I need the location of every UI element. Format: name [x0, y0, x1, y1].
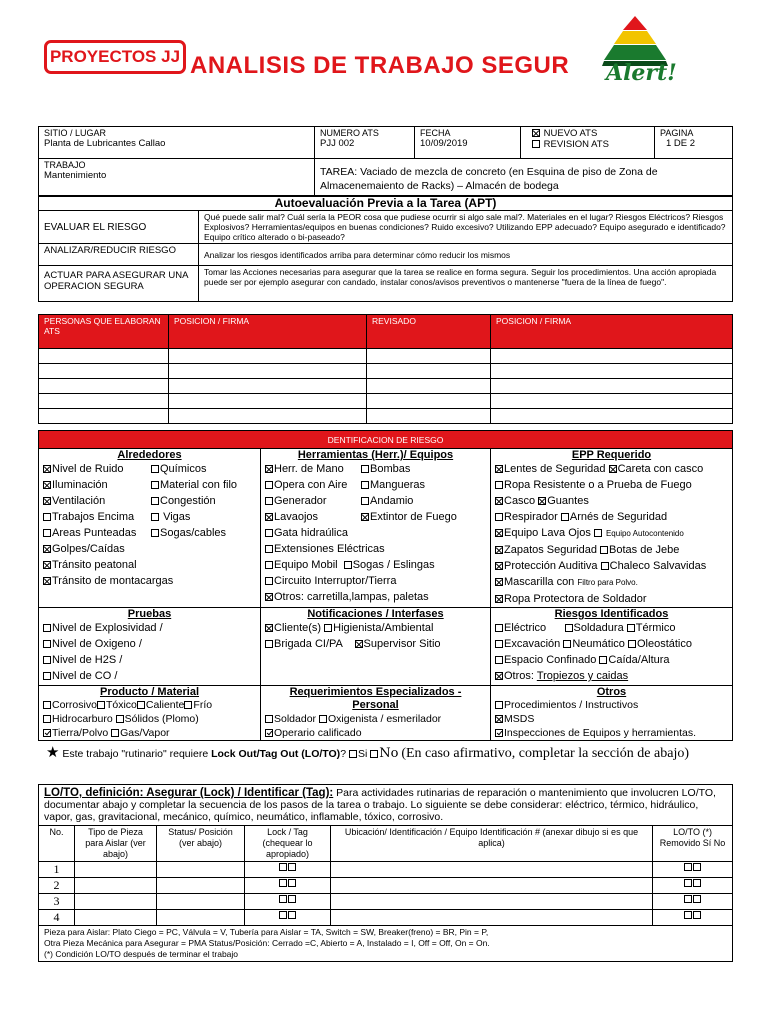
no-checkbox[interactable] — [370, 750, 378, 758]
herramientas-item[interactable]: Extensiones Eléctricas — [265, 541, 486, 557]
persona-cell[interactable] — [39, 364, 169, 379]
personas-col-header: POSICION / FIRMA — [169, 315, 367, 349]
otros-item[interactable]: MSDS — [495, 712, 728, 726]
nuevo-ats-checkbox[interactable] — [532, 129, 540, 137]
table-row — [39, 394, 733, 409]
table-row — [39, 409, 733, 424]
producto-item[interactable]: Corrosivo Tóxico Caliente Frío — [43, 698, 256, 712]
alrededores-item[interactable]: Químicos — [151, 461, 237, 477]
apt-row-text: Qué puede salir mal? Cuál sería la PEOR cosa que pudiese ocurrir si algo sale mal?. Materiales en el lugar? Riesgos Eléctricos? Riesgos Explosivos? Herramientas/equipos en buenas condiciones? Ruido excesivo? Utilizando EPP adecuado? Equipo asegurado e identificado? Equipo crítico alterado o bi-paseado? — [199, 211, 733, 244]
alert-logo-text: Alert! — [606, 60, 677, 86]
firma-cell[interactable] — [491, 349, 733, 364]
herramientas-item[interactable]: Generador — [265, 493, 361, 509]
persona-cell[interactable] — [39, 349, 169, 364]
table-row: 3 — [39, 894, 733, 910]
pruebas-item[interactable]: Nivel de Oxigeno / — [43, 636, 256, 652]
herramientas-item[interactable]: Extintor de Fuego — [361, 509, 457, 525]
herramientas-item[interactable]: Herr. de Mano — [265, 461, 361, 477]
table-row — [39, 349, 733, 364]
herramientas-item[interactable]: Equipo Mobil Sogas / Eslingas — [265, 557, 486, 573]
pagina-label: PAGINA — [660, 128, 694, 138]
epp-item[interactable]: Ropa Resistente o a Prueba de Fuego — [495, 477, 728, 493]
alrededores-item[interactable]: Congestión — [151, 493, 237, 509]
pruebas-item[interactable]: Nivel de H2S / — [43, 652, 256, 668]
notificaciones-title: Notificaciones / Interfases — [307, 608, 444, 620]
alrededores-item[interactable]: Trabajos Encima — [43, 509, 151, 525]
riesgo-header: DENTIFICACION DE RIESGO — [39, 431, 733, 449]
alrededores-item[interactable]: Ventilación — [43, 493, 151, 509]
personas-table — [38, 314, 733, 424]
numero-label: NUMERO ATS — [320, 128, 379, 138]
epp-item[interactable]: Protección Auditiva Chaleco Salvavidas — [495, 558, 728, 574]
pruebas-item[interactable]: Nivel de Explosividad / — [43, 620, 256, 636]
persona-cell[interactable] — [39, 394, 169, 409]
herramientas-item[interactable]: Otros: carretilla,lampas, paletas — [265, 589, 486, 605]
loto-col-header: Tipo de Pieza para Aislar (ver abajo) — [75, 826, 157, 862]
firma-cell[interactable] — [491, 379, 733, 394]
loto-col-header: Lock / Tag (chequear lo apropiado) — [245, 826, 331, 862]
fecha-value: 10/09/2019 — [420, 138, 468, 149]
riesgo-table — [38, 430, 733, 741]
herramientas-item[interactable]: Gata hidraúlica — [265, 525, 486, 541]
otros-item[interactable]: Inspecciones de Equipos y herramientas. — [495, 726, 728, 740]
personas-col-header: POSICION / FIRMA — [491, 315, 733, 349]
loto-footnote: (*) Condición LO/TO después de terminar el trabajo — [44, 949, 239, 959]
loto-col-header: LO/TO (*) Removido Sí No — [653, 826, 733, 862]
apt-table — [38, 195, 733, 302]
firma-cell[interactable] — [169, 364, 367, 379]
alrededores-item[interactable]: Material con filo — [151, 477, 237, 493]
sitio-label: SITIO / LUGAR — [44, 128, 107, 138]
epp-item[interactable]: Mascarilla con Filtro para Polvo. — [495, 574, 728, 591]
herramientas-item[interactable]: Andamio — [361, 493, 457, 509]
apt-row-label: EVALUAR EL RIESGO — [39, 211, 199, 244]
revisado-cell[interactable] — [367, 349, 491, 364]
star-icon: ★ — [46, 744, 60, 761]
loto-footnote: Pieza para Aislar: Plato Ciego = PC, Válvula = V, Tubería para Aislar = TA, Switch = SW, Breaker(freno) = BR, Pin = P, — [44, 927, 489, 937]
firma-cell[interactable] — [169, 394, 367, 409]
trabajo-label: TRABAJO — [44, 160, 86, 170]
riesgos-item[interactable]: Espacio Confinado Caída/Altura — [495, 652, 728, 668]
firma-cell[interactable] — [491, 364, 733, 379]
info-table — [38, 126, 733, 197]
page-title: ANALISIS DE TRABAJO SEGUR — [190, 52, 570, 79]
personas-col-header: PERSONAS QUE ELABORAN ATS — [39, 315, 169, 349]
epp-item[interactable]: Equipo Lava Ojos Equipo Autocontenido — [495, 525, 728, 542]
revisado-cell[interactable] — [367, 364, 491, 379]
firma-cell[interactable] — [169, 379, 367, 394]
loto-col-header: Ubicación/ Identificación / Equipo Identificación # (anexar dibujo si es que aplica) — [331, 826, 653, 862]
epp-item[interactable]: Ropa Protectora de Soldador — [495, 591, 728, 607]
herramientas-item[interactable]: Bombas — [361, 461, 457, 477]
firma-cell[interactable] — [491, 394, 733, 409]
herramientas-item[interactable]: Mangueras — [361, 477, 457, 493]
nuevo-ats-label: NUEVO ATS — [543, 128, 598, 139]
herramientas-item[interactable]: Opera con Aire — [265, 477, 361, 493]
riesgos-item[interactable]: Otros: Tropiezos y caidas — [495, 668, 728, 684]
epp-item[interactable]: Casco Guantes — [495, 493, 728, 509]
requerimientos-item[interactable]: Soldador Oxigenista / esmerilador — [265, 712, 486, 726]
si-checkbox[interactable] — [349, 750, 357, 758]
riesgos-item[interactable]: Eléctrico Soldadura Térmico — [495, 620, 728, 636]
tarea-label: TAREA: — [320, 166, 358, 178]
riesgos-identificados-title: Riesgos Identificados — [554, 608, 669, 620]
alrededores-item[interactable]: Tránsito peatonal — [43, 557, 256, 573]
pruebas-title: Pruebas — [127, 608, 172, 620]
producto-item[interactable]: Tierra/Polvo Gas/Vapor — [43, 726, 256, 740]
table-row — [39, 379, 733, 394]
revision-ats-checkbox[interactable] — [532, 140, 540, 148]
firma-cell[interactable] — [169, 349, 367, 364]
tarea-value: Vaciado de mezcla de concreto (en Esquina de piso de Zona de Almacenemaiento de Racks) – Almacén de bodega — [320, 166, 658, 192]
loto-col-header: Status/ Posición (ver abajo) — [157, 826, 245, 862]
epp-item[interactable]: Respirador Arnés de Seguridad — [495, 509, 728, 525]
loto-intro: Para actividades rutinarias de reparación o mantenimiento que involucren LO/TO, documentar abajo y completar la secuencia de los pasos de la tarea o trabajo. Lo siguiente se debe considerar: eléctrico, térmico, hidráulico, vapor, gas, gravitacional, mecánico, químico, neumático, inflamable, tóxico, corrosivo. — [44, 787, 716, 823]
trabajo-value: Mantenimiento — [44, 170, 107, 181]
apt-row-label: ANALIZAR/REDUCIR RIESGO — [39, 244, 199, 266]
epp-item[interactable]: Zapatos Seguridad Botas de Jebe — [495, 542, 728, 558]
revisado-cell[interactable] — [367, 394, 491, 409]
notificaciones-item[interactable]: Brigada CI/PA Supervisor Sitio — [265, 636, 486, 652]
company-logo: PROYECTOS JJ — [44, 40, 186, 74]
firma-cell[interactable] — [169, 409, 367, 424]
apt-row-text: Analizar los riesgos identificados arriba para determinar cómo reducir los mismos — [199, 244, 733, 266]
alrededores-item[interactable]: Golpes/Caídas — [43, 541, 256, 557]
alrededores-item[interactable]: Vigas — [151, 509, 237, 525]
notificaciones-item[interactable]: Cliente(s) Higienista/Ambiental — [265, 620, 486, 636]
herramientas-item[interactable]: Lavaojos — [265, 509, 361, 525]
revisado-cell[interactable] — [367, 409, 491, 424]
loto-footnote: Otra Pieza Mecánica para Asegurar = PMA Status/Posición: Cerrado =C, Abierto = A, Instalado = I, Off = Off, On = On. — [44, 938, 490, 948]
producto-title: Producto / Material — [99, 686, 200, 698]
revision-ats-label: REVISION ATS — [543, 139, 609, 150]
alrededores-item[interactable]: Sogas/cables — [151, 525, 237, 541]
table-row — [39, 364, 733, 379]
herramientas-item[interactable]: Circuito Interruptor/Tierra — [265, 573, 486, 589]
fecha-label: FECHA — [420, 128, 451, 138]
herramientas-title: Herramientas (Herr.)/ Equipos — [297, 449, 454, 461]
numero-value: PJJ 002 — [320, 138, 355, 149]
otros-item[interactable]: Procedimientos / Instructivos — [495, 698, 728, 712]
producto-item[interactable]: Hidrocarburo Sólidos (Plomo) — [43, 712, 256, 726]
alrededores-item[interactable]: Tránsito de montacargas — [43, 573, 256, 589]
table-row: 2 — [39, 878, 733, 894]
alrededores-title: Alrededores — [117, 449, 182, 461]
apt-title: Autoevaluación Previa a la Tarea (APT) — [39, 196, 733, 211]
alrededores-item[interactable]: Areas Punteadas — [43, 525, 151, 541]
loto-col-header: No. — [39, 826, 75, 862]
requerimientos-item[interactable]: Operario calificado — [265, 726, 486, 740]
apt-row-text: Tomar las Acciones necesarias para asegurar que la tarea se realice en forma segura. Seguir los procedimientos. Una acción apropiada puede ser por ejemplo asegurar con candado, instalar conos/avisos preventivos o mantenerse "fuera de la línea de fuego". — [199, 266, 733, 302]
requerimientos-title: Requerimientos Especializados - Personal — [289, 686, 462, 711]
loto-title: LO/TO, definición: Asegurar (Lock) / Identificar (Tag): — [44, 787, 334, 799]
table-row: 1 — [39, 862, 733, 878]
epp-title: EPP Requerido — [571, 449, 652, 461]
pagina-value: 1 DE 2 — [666, 138, 696, 149]
pruebas-item[interactable]: Nivel de CO / — [43, 668, 256, 684]
sitio-value: Planta de Lubricantes Callao — [44, 138, 166, 149]
revisado-cell[interactable] — [367, 379, 491, 394]
firma-cell[interactable] — [491, 409, 733, 424]
alrededores-item[interactable]: Nivel de Ruido — [43, 461, 151, 477]
persona-cell[interactable] — [39, 379, 169, 394]
table-row: 4 — [39, 910, 733, 926]
apt-row-label: ACTUAR PARA ASEGURAR UNA OPERACION SEGURA — [39, 266, 199, 302]
epp-item[interactable]: Lentes de Seguridad Careta con casco — [495, 461, 728, 477]
loto-table — [38, 784, 733, 962]
riesgos-item[interactable]: Excavación Neumático Oleostático — [495, 636, 728, 652]
persona-cell[interactable] — [39, 409, 169, 424]
loto-question: ★ Este trabajo "rutinario" requiere Lock Out/Tag Out (LO/TO)? Si No (En caso afirmativo, completar la sección de abajo) — [46, 744, 689, 761]
personas-col-header: REVISADO — [367, 315, 491, 349]
otros-title: Otros — [596, 686, 627, 698]
alrededores-item[interactable]: Iluminación — [43, 477, 151, 493]
